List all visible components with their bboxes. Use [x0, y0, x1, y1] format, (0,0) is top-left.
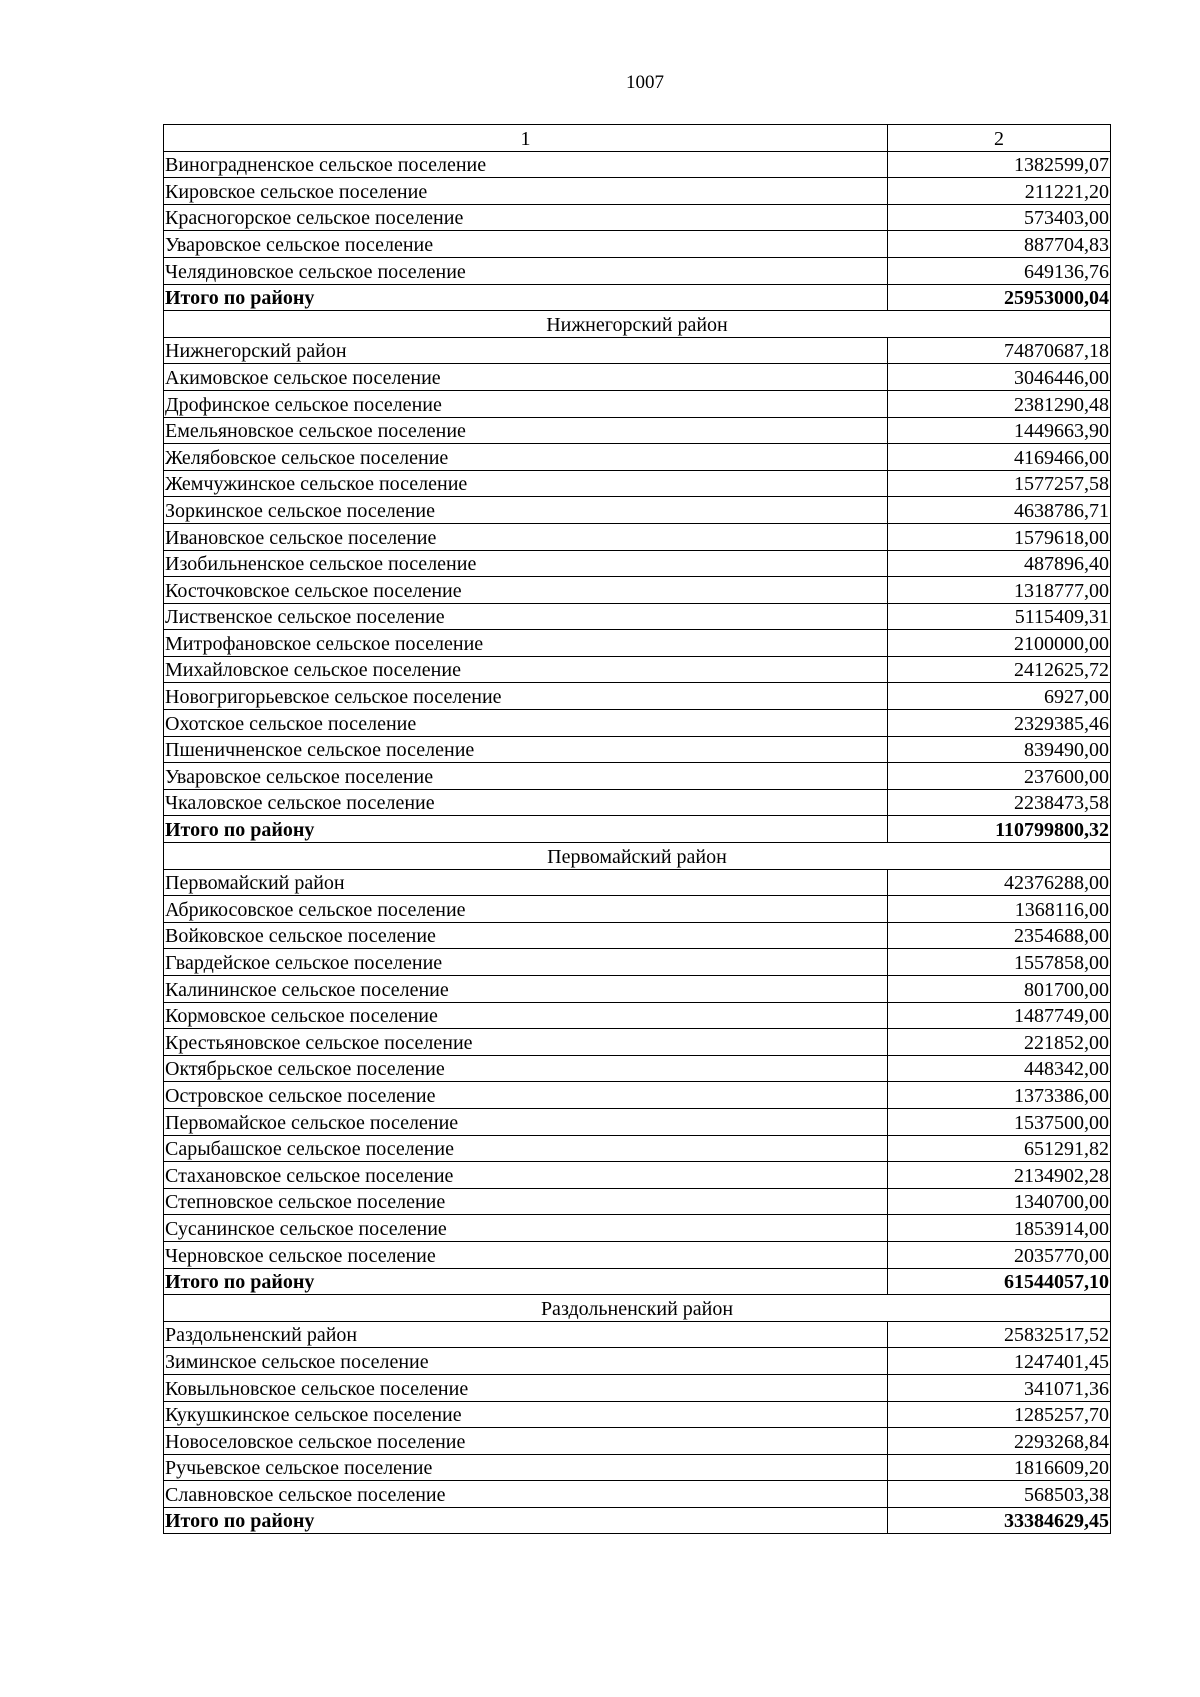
settlement-name: Новоселовское сельское поселение [164, 1428, 888, 1455]
settlement-name: Желябовское сельское поселение [164, 444, 888, 471]
settlement-name: Уваровское сельское поселение [164, 763, 888, 790]
settlement-name: Новогригорьевское сельское поселение [164, 683, 888, 710]
amount-value: 1382599,07 [888, 151, 1111, 178]
settlement-name: Черновское сельское поселение [164, 1241, 888, 1268]
settlement-name: Митрофановское сельское поселение [164, 630, 888, 657]
settlement-name: Раздольненский район [164, 1321, 888, 1348]
table-row [164, 922, 1111, 949]
total-value: 61544057,10 [888, 1268, 1111, 1295]
amount-value: 887704,83 [888, 231, 1111, 258]
table-row [164, 1055, 1111, 1082]
table-row [164, 231, 1111, 258]
settlement-name: Виноградненское сельское поселение [164, 151, 888, 178]
settlement-name: Михайловское сельское поселение [164, 656, 888, 683]
amount-value: 42376288,00 [888, 869, 1111, 896]
amount-value: 801700,00 [888, 976, 1111, 1003]
amount-value: 1487749,00 [888, 1002, 1111, 1029]
page-number: 1007 [626, 72, 664, 93]
settlement-name: Охотское сельское поселение [164, 710, 888, 737]
settlement-name: Кормовское сельское поселение [164, 1002, 888, 1029]
amount-value: 4169466,00 [888, 444, 1111, 471]
settlement-name: Емельяновское сельское поселение [164, 417, 888, 444]
amount-value: 2354688,00 [888, 922, 1111, 949]
district-header-row [164, 311, 1111, 338]
settlement-name: Дрофинское сельское поселение [164, 390, 888, 417]
district-name: Первомайский район [164, 843, 1111, 870]
amount-value: 4638786,71 [888, 497, 1111, 524]
table-row [164, 1029, 1111, 1056]
table-row [164, 204, 1111, 231]
table-row [164, 1082, 1111, 1109]
amount-value: 5115409,31 [888, 603, 1111, 630]
settlement-name: Изобильненское сельское поселение [164, 550, 888, 577]
amount-value: 1579618,00 [888, 523, 1111, 550]
settlement-name: Абрикосовское сельское поселение [164, 896, 888, 923]
amount-value: 1368116,00 [888, 896, 1111, 923]
settlement-name: Акимовское сельское поселение [164, 364, 888, 391]
table-body [164, 125, 1111, 1534]
amount-value: 2134902,28 [888, 1162, 1111, 1189]
amount-value: 1816609,20 [888, 1454, 1111, 1481]
settlement-name: Сусанинское сельское поселение [164, 1215, 888, 1242]
amount-value: 2412625,72 [888, 656, 1111, 683]
table-row [164, 364, 1111, 391]
amount-value: 1853914,00 [888, 1215, 1111, 1242]
amount-value: 2238473,58 [888, 789, 1111, 816]
settlement-name: Чкаловское сельское поселение [164, 789, 888, 816]
table-header-row [164, 125, 1111, 152]
table-row [164, 417, 1111, 444]
amount-value: 237600,00 [888, 763, 1111, 790]
amount-value: 1247401,45 [888, 1348, 1111, 1375]
table-row [164, 1108, 1111, 1135]
district-header-row [164, 1295, 1111, 1322]
table-row [164, 603, 1111, 630]
amount-value: 1373386,00 [888, 1082, 1111, 1109]
district-name: Нижнегорский район [164, 311, 1111, 338]
settlement-name: Ручьевское сельское поселение [164, 1454, 888, 1481]
table-row [164, 1454, 1111, 1481]
amount-value: 2293268,84 [888, 1428, 1111, 1455]
table-row [164, 550, 1111, 577]
table-row [164, 1374, 1111, 1401]
settlement-name: Сарыбашское сельское поселение [164, 1135, 888, 1162]
table-row [164, 976, 1111, 1003]
table-row [164, 178, 1111, 205]
amount-value: 221852,00 [888, 1029, 1111, 1056]
table-row [164, 789, 1111, 816]
settlement-name: Уваровское сельское поселение [164, 231, 888, 258]
amount-value: 1537500,00 [888, 1108, 1111, 1135]
settlement-name: Первомайский район [164, 869, 888, 896]
amount-value: 573403,00 [888, 204, 1111, 231]
settlement-name: Крестьяновское сельское поселение [164, 1029, 888, 1056]
amount-value: 487896,40 [888, 550, 1111, 577]
table-row [164, 1321, 1111, 1348]
table-row [164, 390, 1111, 417]
settlement-name: Октябрьское сельское поселение [164, 1055, 888, 1082]
budget-table [163, 124, 1111, 1534]
column-header-2: 2 [888, 125, 1111, 152]
settlement-name: Калининское сельское поселение [164, 976, 888, 1003]
table-row [164, 656, 1111, 683]
column-header-1: 1 [164, 125, 888, 152]
amount-value: 839490,00 [888, 736, 1111, 763]
amount-value: 74870687,18 [888, 337, 1111, 364]
settlement-name: Зиминское сельское поселение [164, 1348, 888, 1375]
table-row [164, 1481, 1111, 1508]
table-row [164, 949, 1111, 976]
settlement-name: Нижнегорский район [164, 337, 888, 364]
table-row [164, 683, 1111, 710]
total-label: Итого по району [164, 816, 888, 843]
total-row [164, 816, 1111, 843]
table-row [164, 337, 1111, 364]
table-row [164, 1188, 1111, 1215]
settlement-name: Славновское сельское поселение [164, 1481, 888, 1508]
total-row [164, 1268, 1111, 1295]
amount-value: 2035770,00 [888, 1241, 1111, 1268]
amount-value: 568503,38 [888, 1481, 1111, 1508]
table-row [164, 710, 1111, 737]
settlement-name: Первомайское сельское поселение [164, 1108, 888, 1135]
table-row [164, 1348, 1111, 1375]
settlement-name: Челядиновское сельское поселение [164, 257, 888, 284]
table-row [164, 257, 1111, 284]
total-row [164, 284, 1111, 311]
table-row [164, 577, 1111, 604]
settlement-name: Пшеничненское сельское поселение [164, 736, 888, 763]
table-row [164, 1002, 1111, 1029]
amount-value: 1557858,00 [888, 949, 1111, 976]
table-row [164, 736, 1111, 763]
table-row [164, 497, 1111, 524]
table-row [164, 869, 1111, 896]
amount-value: 1449663,90 [888, 417, 1111, 444]
district-name: Раздольненский район [164, 1295, 1111, 1322]
amount-value: 211221,20 [888, 178, 1111, 205]
settlement-name: Гвардейское сельское поселение [164, 949, 888, 976]
amount-value: 341071,36 [888, 1374, 1111, 1401]
table-row [164, 763, 1111, 790]
amount-value: 1340700,00 [888, 1188, 1111, 1215]
settlement-name: Лиственское сельское поселение [164, 603, 888, 630]
amount-value: 651291,82 [888, 1135, 1111, 1162]
amount-value: 1318777,00 [888, 577, 1111, 604]
table-row [164, 1428, 1111, 1455]
amount-value: 2100000,00 [888, 630, 1111, 657]
table-row [164, 1215, 1111, 1242]
table-row [164, 630, 1111, 657]
total-row [164, 1507, 1111, 1534]
total-label: Итого по району [164, 284, 888, 311]
amount-value: 25832517,52 [888, 1321, 1111, 1348]
settlement-name: Ковыльновское сельское поселение [164, 1374, 888, 1401]
total-value: 25953000,04 [888, 284, 1111, 311]
settlement-name: Стахановское сельское поселение [164, 1162, 888, 1189]
settlement-name: Островское сельское поселение [164, 1082, 888, 1109]
amount-value: 1285257,70 [888, 1401, 1111, 1428]
table-row [164, 470, 1111, 497]
table-row [164, 523, 1111, 550]
amount-value: 2329385,46 [888, 710, 1111, 737]
settlement-name: Ивановское сельское поселение [164, 523, 888, 550]
table-row [164, 896, 1111, 923]
total-value: 33384629,45 [888, 1507, 1111, 1534]
settlement-name: Жемчужинское сельское поселение [164, 470, 888, 497]
settlement-name: Косточковское сельское поселение [164, 577, 888, 604]
table-row [164, 151, 1111, 178]
settlement-name: Красногорское сельское поселение [164, 204, 888, 231]
amount-value: 448342,00 [888, 1055, 1111, 1082]
district-header-row [164, 843, 1111, 870]
table-row [164, 1135, 1111, 1162]
settlement-name: Кукушкинское сельское поселение [164, 1401, 888, 1428]
amount-value: 649136,76 [888, 257, 1111, 284]
settlement-name: Войковское сельское поселение [164, 922, 888, 949]
amount-value: 1577257,58 [888, 470, 1111, 497]
table-row [164, 1241, 1111, 1268]
settlement-name: Кировское сельское поселение [164, 178, 888, 205]
amount-value: 2381290,48 [888, 390, 1111, 417]
table-row [164, 1401, 1111, 1428]
settlement-name: Зоркинское сельское поселение [164, 497, 888, 524]
total-value: 110799800,32 [888, 816, 1111, 843]
total-label: Итого по району [164, 1507, 888, 1534]
amount-value: 6927,00 [888, 683, 1111, 710]
total-label: Итого по району [164, 1268, 888, 1295]
settlement-name: Степновское сельское поселение [164, 1188, 888, 1215]
table-row [164, 444, 1111, 471]
amount-value: 3046446,00 [888, 364, 1111, 391]
table-row [164, 1162, 1111, 1189]
